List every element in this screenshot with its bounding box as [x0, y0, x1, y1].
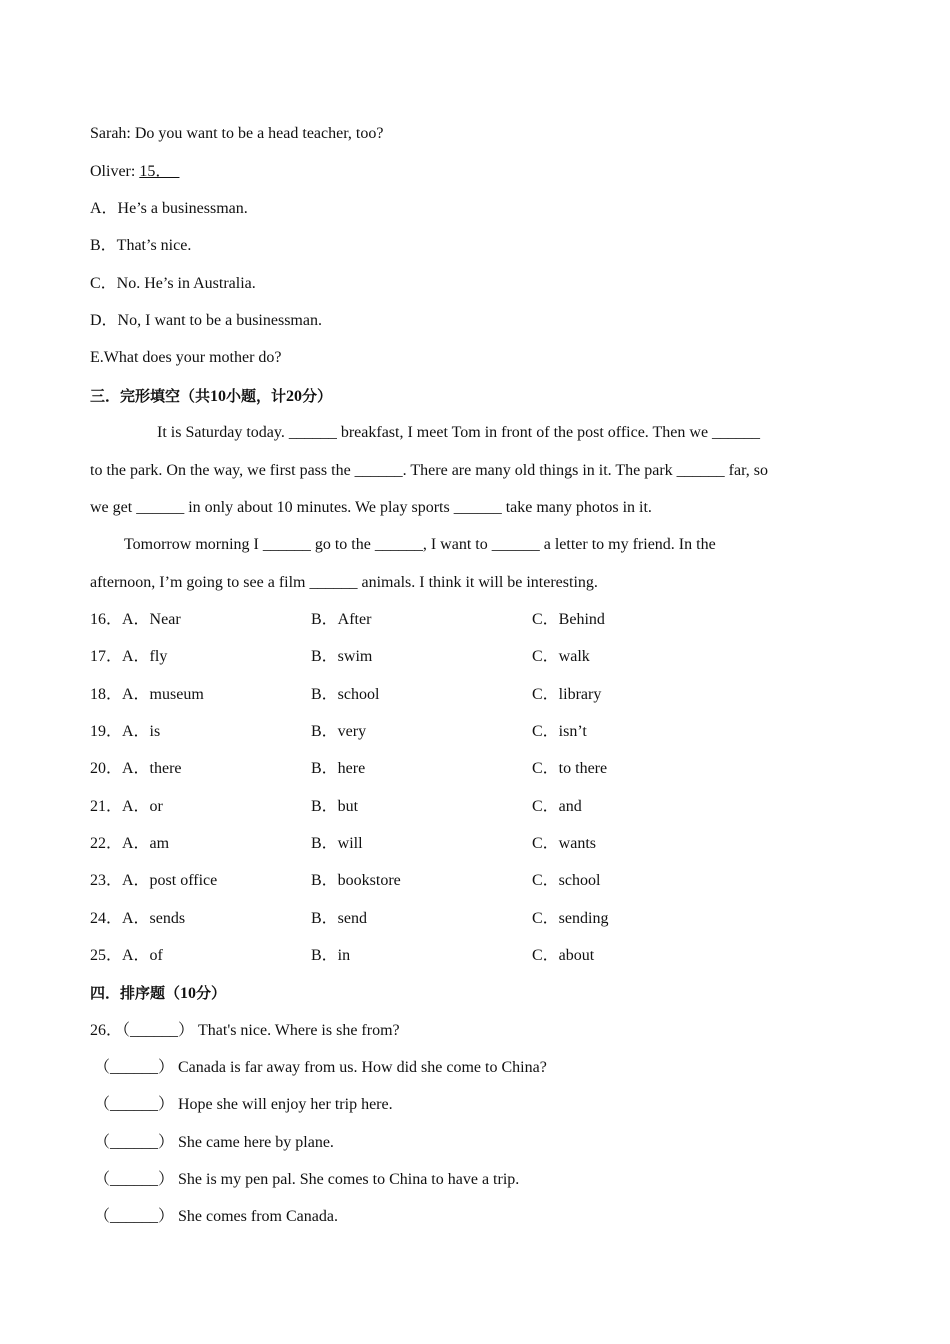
- choice-b: B．That’s nice.: [90, 237, 192, 254]
- option-c: C．library: [532, 686, 602, 703]
- option-c: C．school: [532, 872, 601, 889]
- option-b: B．send: [311, 910, 368, 927]
- option-a: 20．A．there: [90, 760, 182, 777]
- option-b: B．swim: [311, 648, 373, 665]
- choice-e: E.What does your mother do?: [90, 349, 282, 366]
- option-b: B．very: [311, 723, 367, 740]
- choice-d: D．No, I want to be a businessman.: [90, 312, 322, 329]
- option-a: 25．A．of: [90, 947, 163, 964]
- option-c: C．wants: [532, 835, 597, 852]
- option-c: C．and: [532, 798, 582, 815]
- option-a: 16．A．Near: [90, 611, 181, 628]
- dialogue-line-sarah: Sarah: Do you want to be a head teacher, too?: [90, 125, 384, 142]
- option-b: B．will: [311, 835, 363, 852]
- option-c: C．isn’t: [532, 723, 587, 740]
- cloze-paragraph-line: Tomorrow morning I ______ go to the ______, I want to ______ a letter to my friend. In the: [124, 536, 716, 553]
- option-c: C．Behind: [532, 611, 605, 628]
- option-a: 24．A．sends: [90, 910, 186, 927]
- choice-c: C．No. He’s in Australia.: [90, 275, 256, 292]
- ordering-item: （______） Hope she will enjoy her trip here.: [94, 1096, 393, 1113]
- option-a: 23．A．post office: [90, 872, 218, 889]
- cloze-paragraph-line: It is Saturday today. ______ breakfast, I meet Tom in front of the post office. Then we ______: [157, 424, 761, 441]
- option-c: C．walk: [532, 648, 590, 665]
- cloze-paragraph-line: afternoon, I’m going to see a film ______ animals. I think it will be interesting.: [90, 574, 598, 591]
- ordering-item: （______） She came here by plane.: [94, 1134, 334, 1151]
- option-c: C．about: [532, 947, 595, 964]
- option-a: 22．A．am: [90, 835, 170, 852]
- choice-a: A．He’s a businessman.: [90, 200, 248, 217]
- option-b: B．here: [311, 760, 366, 777]
- option-a: 17．A．fly: [90, 648, 168, 665]
- option-a: 19．A．is: [90, 723, 161, 740]
- ordering-item: （______） She comes from Canada.: [94, 1208, 338, 1225]
- option-b: B．bookstore: [311, 872, 401, 889]
- dialogue-line-oliver: [90, 162, 179, 182]
- option-c: C．sending: [532, 910, 609, 927]
- ordering-item: 26．（______） That's nice. Where is she from?: [90, 1022, 400, 1039]
- cloze-paragraph-line: to the park. On the way, we first pass the ______. There are many old things in it. The park ______ far, so: [90, 462, 769, 479]
- option-c: C．to there: [532, 760, 608, 777]
- cloze-paragraph-line: we get ______ in only about 10 minutes. We play sports ______ take many photos in it.: [90, 499, 652, 516]
- option-b: B．After: [311, 611, 372, 628]
- answer-blank-15: 15．_: [139, 163, 180, 180]
- ordering-item: （______） Canada is far away from us. How did she come to China?: [94, 1059, 547, 1076]
- option-b: B．but: [311, 798, 359, 815]
- section-4-title: 四．排序题（10分）: [90, 984, 227, 1002]
- ordering-item: （______） She is my pen pal. She comes to China to have a trip.: [94, 1171, 520, 1188]
- option-b: B．school: [311, 686, 380, 703]
- option-b: B．in: [311, 947, 351, 964]
- option-a: 18．A．museum: [90, 686, 204, 703]
- section-3-title: 三．完形填空（共10小题，计20分）: [90, 387, 333, 405]
- option-a: 21．A．or: [90, 798, 163, 815]
- speaker-label: Oliver:: [90, 163, 140, 180]
